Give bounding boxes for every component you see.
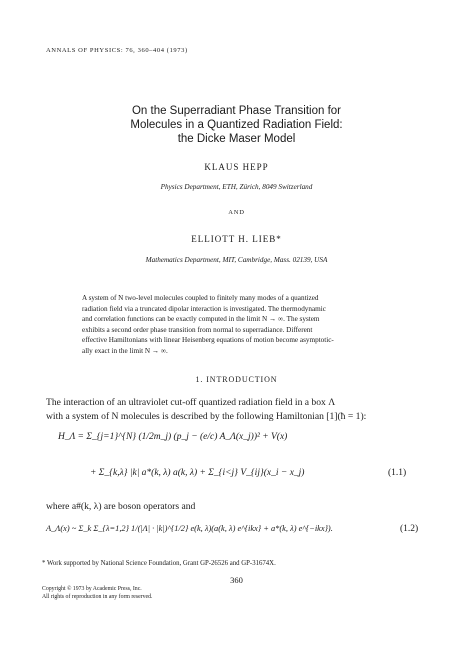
- equation-1-number: (1.1): [388, 468, 407, 478]
- abstract-line: radiation field via a truncated dipolar interaction is investigated. The thermodynamic: [82, 304, 326, 313]
- equation-1-line-1: H_Λ = Σ_{j=1}^{N} (1/2m_j) (p_j − (e/c) A_Λ(x_j))² + V(x): [58, 432, 288, 442]
- equation-1-line-2: + Σ_{k,λ} |k| a*(k, λ) a(k, λ) + Σ_{i<j} V_{ij}(x_i − x_j): [90, 468, 305, 478]
- equation-2-number: (1.2): [400, 524, 419, 534]
- and-separator: AND: [228, 209, 245, 216]
- abstract-line: exhibits a second order phase transition from normal to superradiance. Different: [82, 325, 313, 334]
- author-2: ELLIOTT H. LIEB*: [191, 234, 282, 244]
- paper-title-line-1: On the Superradiant Phase Transition for: [131, 105, 342, 117]
- intro-line: with a system of N molecules is described by the following Hamiltonian [1](ħ = 1):: [46, 411, 367, 422]
- section-heading: 1. INTRODUCTION: [195, 375, 278, 384]
- footnote: * Work supported by National Science Foundation, Grant GP-26526 and GP-31674X.: [42, 560, 276, 567]
- abstract-line: A system of N two-level molecules coupled to finitely many modes of a quantized: [82, 294, 319, 302]
- copyright-line: Copyright © 1973 by Academic Press, Inc.: [42, 586, 142, 592]
- intro-paragraph: [46, 396, 366, 424]
- page-number: 360: [230, 575, 243, 585]
- abstract-line: and correlation functions can be exactly computed in the limit N → ∞. The system: [82, 315, 320, 324]
- copyright-line: All rights of reproduction in any form reserved.: [42, 593, 153, 600]
- intro-line: The interaction of an ultraviolet cut-off quantized radiation field in a box Λ: [46, 397, 336, 408]
- abstract-line: effective Hamiltonians with linear Heisenberg equations of motion become asymptotic-: [82, 336, 334, 345]
- paper-title-line-3: the Dicke Maser Model: [177, 133, 296, 145]
- paper-title-line-2: Molecules in a Quantized Radiation Field:: [130, 119, 343, 131]
- affiliation-1: Physics Department, ETH, Zürich, 8049 Switzerland: [160, 183, 313, 191]
- abstract-line: ally exact in the limit N → ∞.: [82, 346, 168, 355]
- copyright-notice: [42, 586, 152, 601]
- journal-citation: ANNALS OF PHYSICS: 76, 360–404 (1973): [46, 47, 188, 54]
- abstract: [82, 293, 400, 357]
- author-1: KLAUS HEPP: [204, 162, 269, 172]
- where-text: where a#(k, λ) are boson operators and: [46, 501, 196, 512]
- affiliation-2: Mathematics Department, MIT, Cambridge, Mass. 02139, USA: [145, 256, 328, 264]
- equation-2: A_Λ(x) ~ Σ_k Σ_{λ=1,2} 1/(|Λ| · |k|)^{1/2} e(k, λ)(a(k, λ) e^{ikx} + a*(k, λ) e^{−ikx}).: [46, 524, 333, 533]
